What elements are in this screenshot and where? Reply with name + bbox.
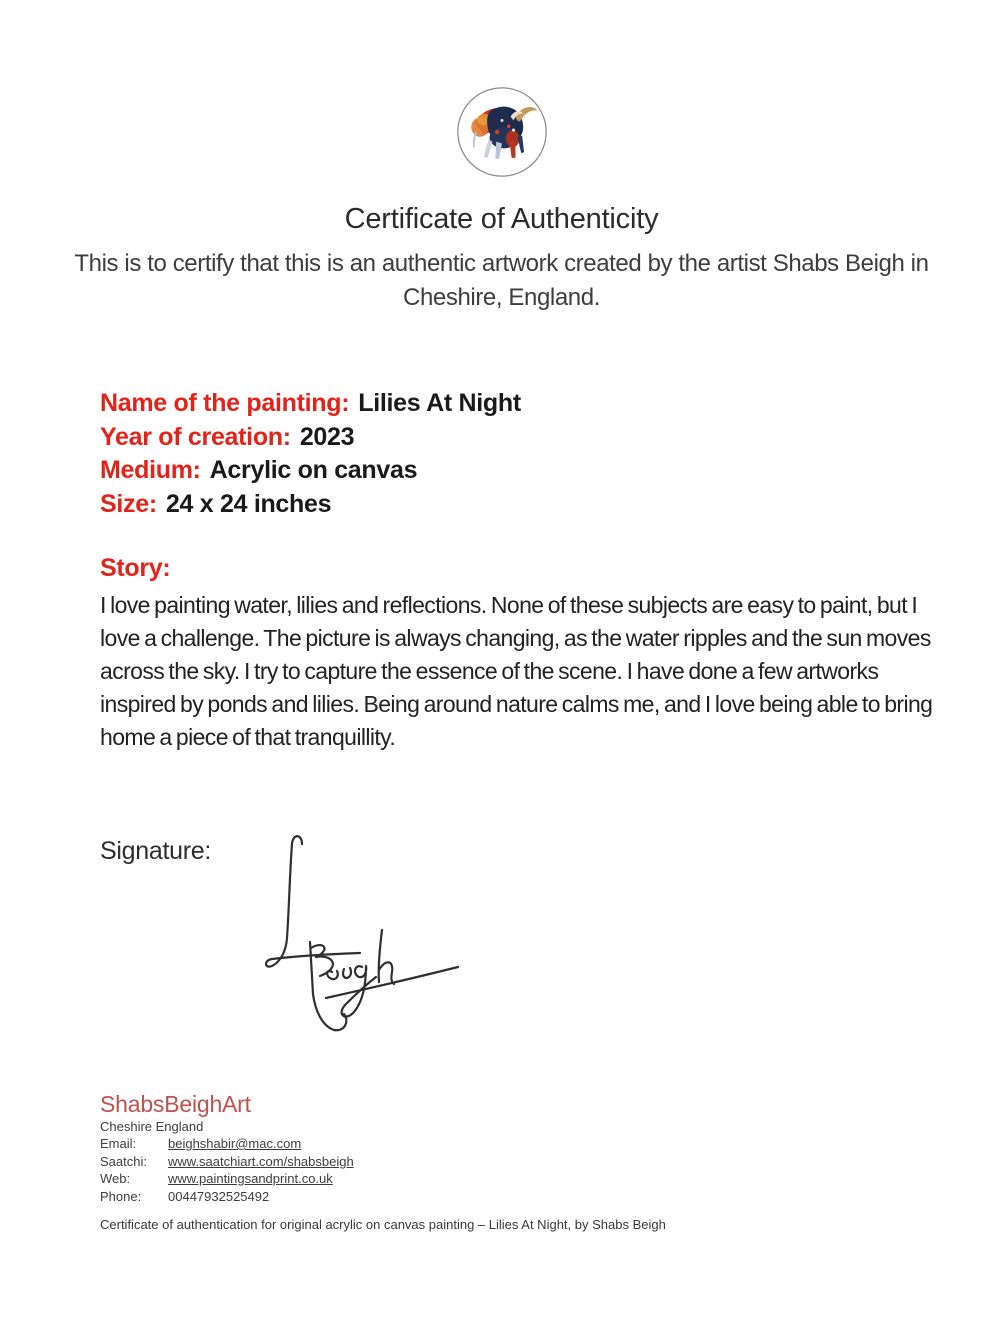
contact-label: Saatchi:: [100, 1153, 147, 1169]
painting-details: [100, 387, 521, 521]
detail-value: 24 x 24 inches: [165, 489, 332, 518]
saatchi-link[interactable]: www.saatchiart.com/shabsbeigh: [168, 1153, 354, 1169]
detail-row-year: [100, 421, 521, 455]
brand-location: Cheshire England: [100, 1119, 204, 1134]
certificate-footer-note: Certificate of authentication for original acrylic on canvas painting – Lilies At Night, by Shabs Beigh: [100, 1217, 666, 1232]
brand-name: ShabsBeighArt: [100, 1091, 251, 1117]
contact-label: Email:: [100, 1136, 137, 1151]
contact-list: [100, 1135, 354, 1205]
bull-painting-logo-icon: [454, 84, 550, 180]
detail-label: Year of creation:: [100, 422, 291, 451]
handwritten-signature-icon: [252, 830, 482, 1045]
contact-row-saatchi: [100, 1153, 354, 1171]
story-text: I love painting water, lilies and reflections. None of these subjects are easy to paint, but I love a challenge. The picture is always changing, as the water ripples and the sun moves across the sky. I try to capture the essence of the scene. I have done a few artworks inspired by ponds and lilies. Being around nature calms me, and I love being able to bring home a piece of that tranquillity.: [100, 592, 933, 750]
contact-label: Web:: [100, 1171, 131, 1186]
page-title: Certificate of Authenticity: [344, 203, 659, 235]
detail-label: Medium:: [100, 456, 201, 484]
detail-label: Size:: [100, 489, 157, 518]
email-link[interactable]: beighshabir@mac.com: [168, 1136, 302, 1151]
signature-label: Signature:: [100, 837, 211, 865]
phone-number: 00447932525492: [168, 1188, 270, 1204]
certification-statement: This is to certify that this is an authentic artwork created by the artist Shabs Beigh in Cheshire, England.: [74, 250, 929, 311]
detail-row-name: [100, 387, 521, 421]
contact-row-phone: [100, 1188, 354, 1206]
logo-container: [0, 84, 1003, 185]
story-heading: Story:: [100, 554, 171, 582]
detail-value: 2023: [299, 422, 355, 451]
website-link[interactable]: www.paintingsandprint.co.uk: [168, 1171, 333, 1186]
detail-label: Name of the painting:: [100, 389, 350, 417]
contact-row-web: [100, 1170, 354, 1188]
detail-row-size: [100, 488, 521, 522]
detail-value: Lilies At Night: [358, 389, 521, 417]
contact-label: Phone:: [100, 1188, 142, 1204]
detail-row-medium: [100, 454, 521, 488]
detail-value: Acrylic on canvas: [209, 456, 418, 484]
contact-row-email: [100, 1135, 354, 1153]
